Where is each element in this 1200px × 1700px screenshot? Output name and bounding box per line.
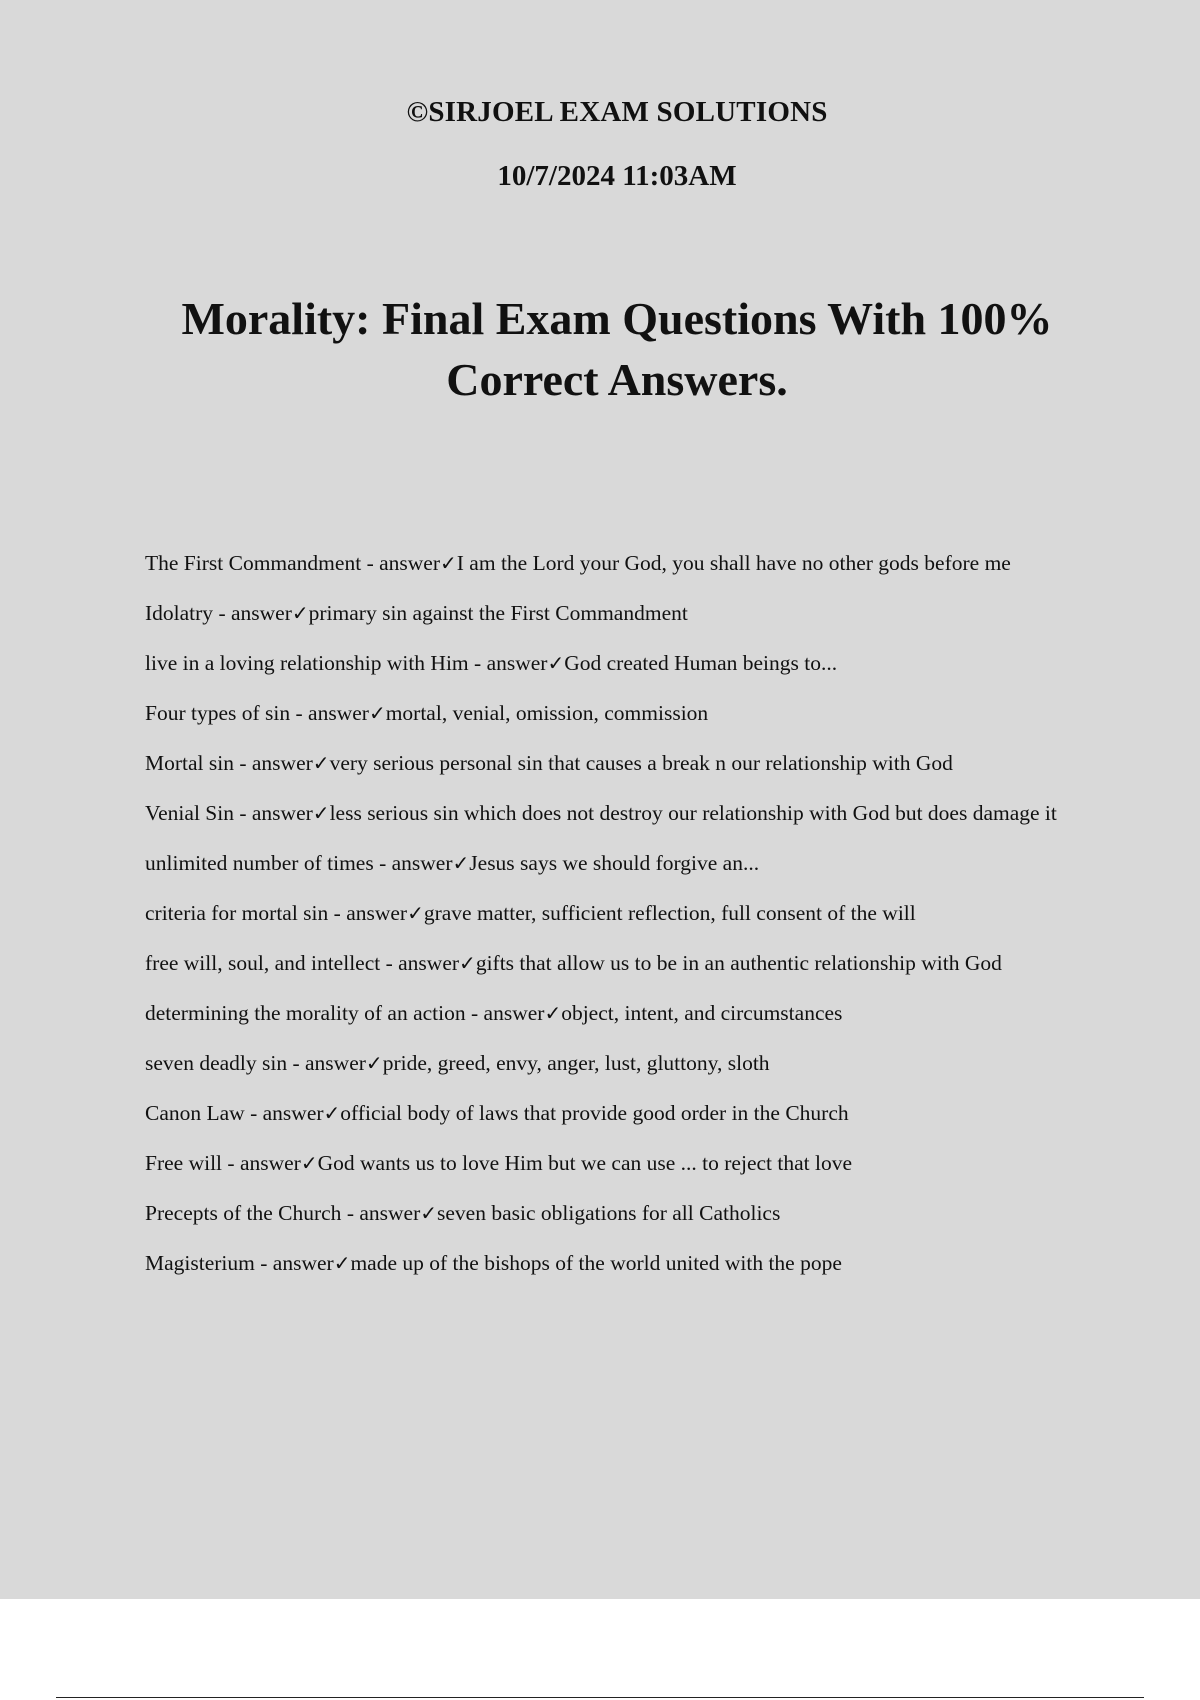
question-text: The First Commandment [145, 551, 362, 575]
answer-text: I am the Lord your God, you shall have no other gods before me [456, 551, 1011, 575]
check-icon: ✓ [407, 901, 424, 925]
question-text: Idolatry [145, 601, 214, 625]
answer-text: very serious personal sin that causes a break n our relationship with God [329, 751, 953, 775]
answer-text: Jesus says we should forgive an... [469, 851, 760, 875]
check-icon: ✓ [420, 1201, 438, 1225]
question-text: Venial Sin [145, 801, 234, 825]
check-icon: ✓ [544, 1001, 562, 1025]
answer-text: God created Human beings to... [564, 651, 838, 675]
check-icon: ✓ [365, 1051, 383, 1075]
answer-separator: - answer [254, 1251, 334, 1275]
qa-item [145, 1098, 1095, 1128]
check-icon: ✓ [300, 1151, 318, 1175]
timestamp: 10/7/2024 11:03AM [497, 160, 737, 192]
answer-separator: - answer [468, 651, 548, 675]
question-text: criteria for mortal sin [145, 901, 329, 925]
qa-item [145, 898, 1095, 928]
check-icon: ✓ [440, 551, 457, 575]
question-text: Magisterium [145, 1251, 255, 1275]
qa-item [145, 598, 1095, 628]
answer-separator: - answer [465, 1001, 545, 1025]
answer-text: made up of the bishops of the world united with the pope [350, 1251, 842, 1275]
qa-item [145, 748, 1095, 778]
check-icon: ✓ [312, 801, 330, 825]
answer-separator: - answer [361, 551, 440, 575]
qa-item [145, 548, 1095, 578]
answer-separator: - answer [373, 851, 453, 875]
answer-separator: - answer [213, 601, 292, 625]
answer-separator: - answer [233, 751, 313, 775]
question-text: Precepts of the Church [145, 1201, 342, 1225]
answer-text: mortal, venial, omission, commission [385, 701, 709, 725]
question-text: Free will [145, 1151, 223, 1175]
qa-item [145, 1048, 1095, 1078]
answer-text: pride, greed, envy, anger, lust, gluttony, sloth [382, 1051, 770, 1075]
qa-item [145, 798, 1095, 828]
question-text: Mortal sin [145, 751, 234, 775]
answer-text: object, intent, and circumstances [561, 1001, 843, 1025]
document-title: Morality: Final Exam Questions With 100% Correct Answers. [181, 293, 1053, 405]
check-icon: ✓ [452, 851, 470, 875]
answer-text: gifts that allow us to be in an authentic relationship with God [475, 951, 1002, 975]
qa-item [145, 1248, 1095, 1278]
answer-separator: - answer [244, 1101, 324, 1125]
qa-item [145, 698, 1095, 728]
question-text: Four types of sin [145, 701, 291, 725]
check-icon: ✓ [291, 601, 309, 625]
check-icon: ✓ [333, 1251, 351, 1275]
answer-text: God wants us to love Him but we can use ... to reject that love [317, 1151, 853, 1175]
answer-separator: - answer [380, 951, 460, 975]
qa-item [145, 948, 1095, 978]
qa-item [145, 1148, 1095, 1178]
answer-text: grave matter, sufficient reflection, full consent of the will [423, 901, 916, 925]
answer-text: seven basic obligations for all Catholics [437, 1201, 781, 1225]
qa-item [145, 648, 1095, 678]
question-text: live in a loving relationship with Him [145, 651, 469, 675]
qa-list [145, 548, 1095, 1298]
answer-separator: - answer [222, 1151, 301, 1175]
answer-separator: - answer [341, 1201, 421, 1225]
answer-separator: - answer [233, 801, 313, 825]
answer-separator: - answer [328, 901, 408, 925]
brand-header: ©SIRJOEL EXAM SOLUTIONS [406, 96, 828, 128]
check-icon: ✓ [459, 951, 476, 975]
check-icon: ✓ [323, 1101, 341, 1125]
check-icon: ✓ [368, 701, 386, 725]
question-text: seven deadly sin [145, 1051, 288, 1075]
question-text: determining the morality of an action [145, 1001, 466, 1025]
answer-separator: - answer [287, 1051, 366, 1075]
answer-text: primary sin against the First Commandment [308, 601, 688, 625]
answer-text: less serious sin which does not destroy our relationship with God but does damage it [329, 801, 1057, 825]
qa-item [145, 848, 1095, 878]
question-text: free will, soul, and intellect [145, 951, 381, 975]
answer-separator: - answer [290, 701, 369, 725]
footer-divider [56, 1697, 1144, 1698]
check-icon: ✓ [312, 751, 330, 775]
qa-item [145, 1198, 1095, 1228]
question-text: unlimited number of times [145, 851, 374, 875]
check-icon: ✓ [547, 651, 565, 675]
question-text: Canon Law [145, 1101, 245, 1125]
answer-text: official body of laws that provide good order in the Church [340, 1101, 849, 1125]
qa-item [145, 998, 1095, 1028]
